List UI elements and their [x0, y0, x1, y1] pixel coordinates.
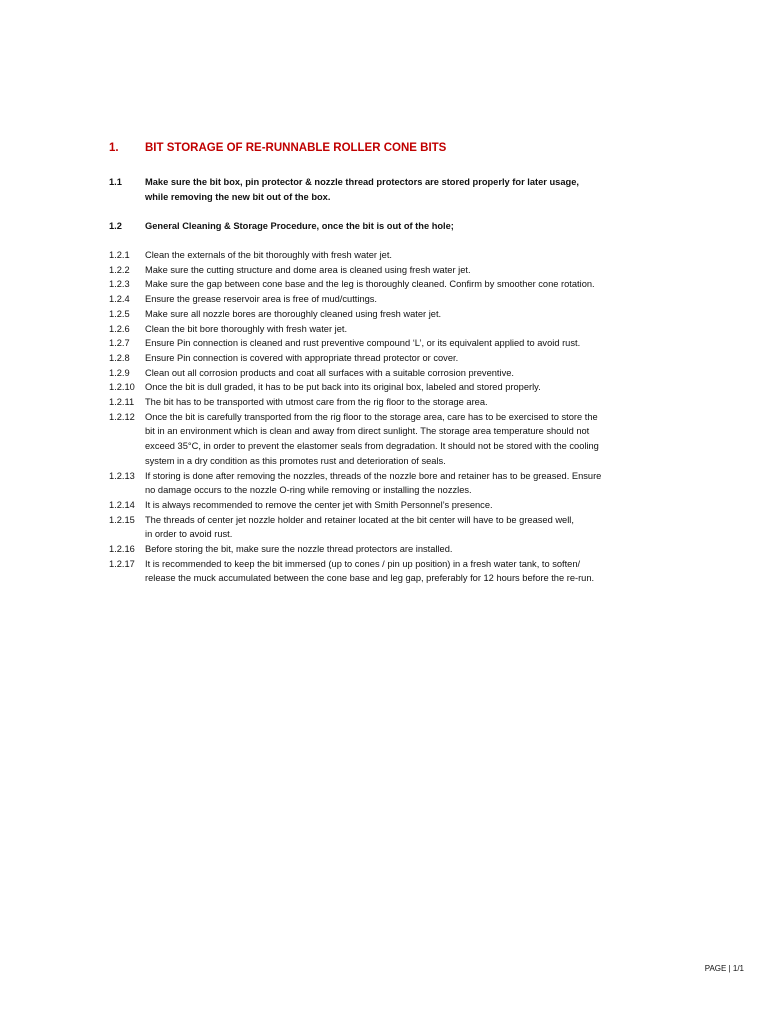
list-item	[109, 498, 709, 513]
list-item-text: It is recommended to keep the bit immersed (up to cones / pin up position) in a fresh water tank, to soften/	[145, 558, 581, 569]
list-item-text: It is always recommended to remove the center jet with Smith Personnel’s presence.	[145, 499, 493, 510]
subsection-text	[145, 175, 579, 204]
list-item	[109, 513, 709, 542]
subsection-number: 1.2	[109, 221, 122, 231]
list-item-text: Once the bit is carefully transported from the rig floor to the storage area, care has to be exercised to store the	[145, 411, 598, 422]
list-item-text: Make sure the cutting structure and dome area is cleaned using fresh water jet.	[145, 264, 471, 275]
list-item-number: 1.2.4	[109, 294, 130, 305]
list-item-number: 1.2.8	[109, 352, 130, 363]
list-item-text: Ensure the grease reservoir area is free of mud/cuttings.	[145, 294, 378, 305]
list-item-number: 1.2.10	[109, 382, 135, 393]
list-item-text: Once the bit is dull graded, it has to be put back into its original box, labeled and stored properly.	[145, 382, 541, 393]
list-item-text: system in a dry condition as this promotes rust and deterioration of seals.	[145, 455, 446, 466]
list-item-number: 1.2.14	[109, 499, 135, 510]
list-item-number: 1.2.2	[109, 264, 130, 275]
list-item-number: 1.2.13	[109, 470, 135, 481]
list-item-number: 1.2.17	[109, 558, 135, 569]
list-item-number: 1.2.11	[109, 397, 135, 408]
list-item-text: Clean the externals of the bit thoroughly with fresh water jet.	[145, 250, 393, 260]
list-item	[109, 557, 709, 586]
list-item-text: Clean the bit bore thoroughly with fresh water jet.	[145, 323, 348, 334]
list-item-number: 1.2.5	[109, 308, 130, 319]
list-item	[109, 277, 709, 292]
list-item-text: Before storing the bit, make sure the nozzle thread protectors are installed.	[145, 544, 453, 555]
list-item-number: 1.2.12	[109, 411, 135, 422]
subsection-line: while removing the new bit out of the box.	[145, 191, 331, 202]
list-item-text: Ensure Pin connection is cleaned and rust preventive compound ‘L’, or its equivalent applied to avoid rust.	[145, 338, 581, 349]
procedure-list	[109, 248, 709, 586]
list-item-text: If storing is done after removing the nozzles, threads of the nozzle bore and retainer has to be greased. Ensure	[145, 470, 602, 481]
subsection-text	[145, 219, 454, 234]
subsection-line: General Cleaning & Storage Procedure, once the bit is out of the hole;	[145, 221, 454, 231]
list-item	[109, 307, 709, 322]
list-item	[109, 248, 709, 263]
list-item	[109, 292, 709, 307]
list-item	[109, 542, 709, 557]
list-item-text: The threads of center jet nozzle holder and retainer located at the bit center will have to be greased well,	[145, 514, 574, 525]
list-item-text: Clean out all corrosion products and coat all surfaces with a suitable corrosion preventive.	[145, 367, 514, 378]
list-item-text: no damage occurs to the nozzle O-ring while removing or installing the nozzles.	[145, 485, 472, 496]
list-item-text: Make sure all nozzle bores are thoroughly cleaned using fresh water jet.	[145, 308, 442, 319]
section-heading	[109, 142, 446, 154]
list-item-number: 1.2.3	[109, 279, 130, 290]
list-item-number: 1.2.9	[109, 367, 130, 378]
heading-title: BIT STORAGE OF RE-RUNNABLE ROLLER CONE BITS	[145, 142, 447, 154]
page-number: PAGE | 1/1	[704, 964, 744, 973]
list-item	[109, 336, 709, 351]
list-item-text: Ensure Pin connection is covered with appropriate thread protector or cover.	[145, 352, 459, 363]
heading-number: 1.	[109, 142, 119, 154]
list-item	[109, 263, 709, 278]
list-item-number: 1.2.15	[109, 514, 135, 525]
list-item-number: 1.2.1	[109, 250, 130, 260]
list-item	[109, 380, 709, 395]
list-item-number: 1.2.16	[109, 544, 135, 555]
list-item	[109, 366, 709, 381]
list-item	[109, 410, 709, 469]
list-item-text: bit in an environment which is clean and away from direct sunlight. The storage area temperature should not	[145, 426, 590, 437]
list-item-text: exceed 35°C, in order to prevent the elastomer seals from degradation. It should not be stored with the cooling	[145, 441, 599, 452]
list-item-number: 1.2.7	[109, 338, 130, 349]
list-item	[109, 351, 709, 366]
list-item-text: The bit has to be transported with utmost care from the rig floor to the storage area.	[145, 397, 488, 408]
subsection-number: 1.1	[109, 177, 122, 187]
list-item-text: in order to avoid rust.	[145, 529, 233, 540]
subsection-line: Make sure the bit box, pin protector & nozzle thread protectors are stored properly for later usage,	[145, 177, 579, 187]
list-item	[109, 322, 709, 337]
list-item	[109, 395, 709, 410]
list-item	[109, 469, 709, 498]
list-item-text: release the muck accumulated between the cone base and leg gap, preferably for 12 hours before the re-run.	[145, 573, 595, 584]
list-item-text: Make sure the gap between cone base and the leg is thoroughly cleaned. Confirm by smoother cone rotation.	[145, 279, 595, 290]
list-item-number: 1.2.6	[109, 323, 130, 334]
